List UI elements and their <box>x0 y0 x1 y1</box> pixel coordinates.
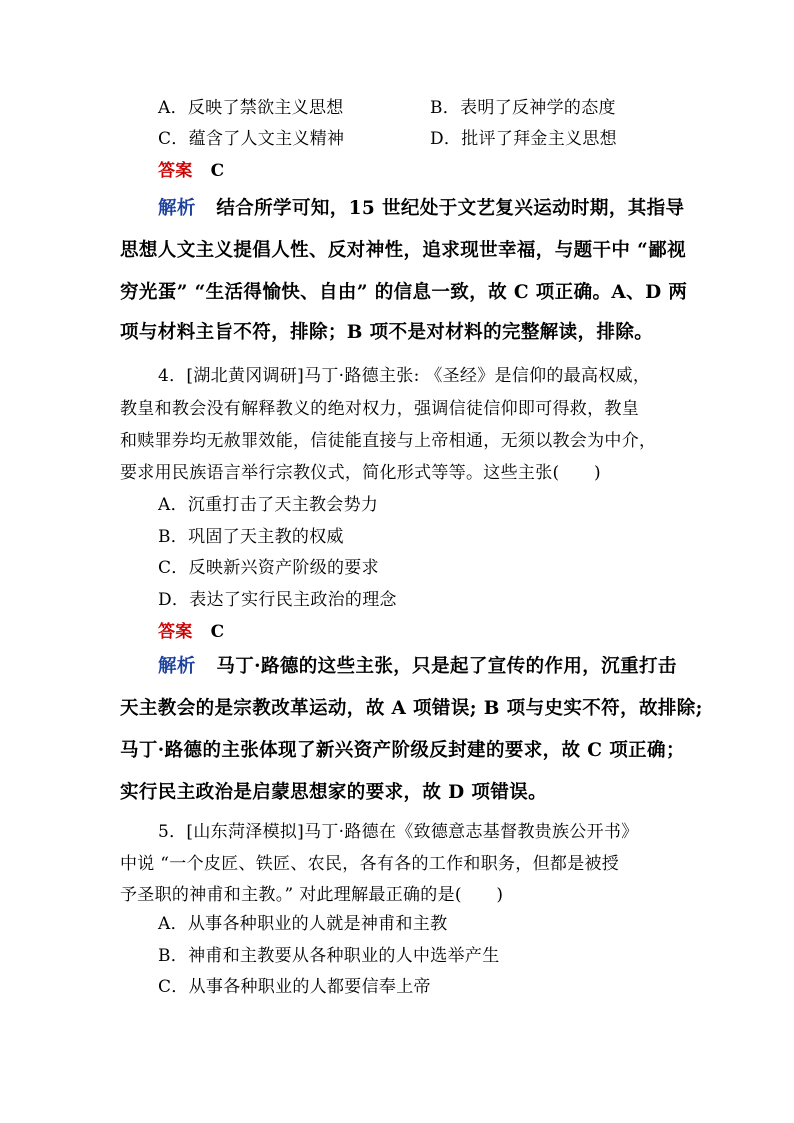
q4-answer-value: C <box>210 622 225 642</box>
q5-stem-line-1: 5．[山东菏泽模拟]马丁·路德在《致德意志基督教贵族公开书》 <box>158 822 639 842</box>
q3-option-a: A．反映了禁欲主义思想 <box>158 98 344 118</box>
q4-option-b: B．巩固了天主教的权威 <box>158 527 344 547</box>
q4-analysis-line-2: 天主教会的是宗教改革运动，故 A 项错误; B 项与史实不符，故排除; <box>120 698 703 719</box>
q4-analysis-line-1 <box>158 656 677 678</box>
q3-analysis-line-2: 思想人文主义提倡人性、反对神性，追求现世幸福，与题干中 “鄙视 <box>120 240 686 261</box>
q3-answer-value: C <box>210 161 225 181</box>
q3-answer-label: 答案 <box>158 161 193 181</box>
q3-analysis-label: 解析 <box>158 198 196 219</box>
q3-analysis-line-3: 穷光蛋” “生活得愉快、自由” 的信息一致，故 C 项正确。A、D 两 <box>120 282 688 303</box>
q5-stem-line-3: 予圣职的神甫和主教。” 对此理解最正确的是( ) <box>120 885 504 905</box>
q4-option-d: D．表达了实行民主政治的理念 <box>158 590 397 610</box>
q4-stem-line-4: 要求用民族语言举行宗教仪式，简化形式等等。这些主张( ) <box>120 463 601 483</box>
q4-analysis-line-4: 实行民主政治是启蒙思想家的要求，故 D 项错误。 <box>120 782 548 803</box>
q5-option-b: B．神甫和主教要从各种职业的人中选举产生 <box>158 946 500 966</box>
q4-stem-line-2: 教皇和教会没有解释教义的绝对权力，强调信徒信仰即可得救，教皇 <box>120 399 639 419</box>
q4-analysis-text-1: 马丁·路德的这些主张，只是起了宣传的作用，沉重打击 <box>216 656 677 677</box>
q4-answer <box>158 621 224 643</box>
q4-option-c: C．反映新兴资产阶级的要求 <box>158 558 379 578</box>
q4-option-a: A．沉重打击了天主教会势力 <box>158 495 379 515</box>
q3-analysis-text-1: 结合所学可知，15 世纪处于文艺复兴运动时期，其指导 <box>216 198 685 219</box>
q4-stem-line-1: 4．[湖北黄冈调研]马丁·路德主张: 《圣经》是信仰的最高权威， <box>158 366 651 386</box>
q3-option-b: B．表明了反神学的态度 <box>430 98 616 118</box>
q3-analysis-line-1 <box>158 198 684 220</box>
q3-answer <box>158 160 224 182</box>
q3-analysis-line-4: 项与材料主旨不符，排除；B 项不是对材料的完整解读，排除。 <box>120 322 654 343</box>
q4-stem-line-3: 和赎罪券均无赦罪效能，信徒能直接与上帝相通，无须以教会为中介， <box>120 431 657 451</box>
q5-option-c: C．从事各种职业的人都要信奉上帝 <box>158 977 431 997</box>
q5-stem-line-2: 中说 “一个皮匠、铁匠、农民，各有各的工作和职务，但都是被授 <box>120 854 620 874</box>
q5-option-a: A．从事各种职业的人就是神甫和主教 <box>158 914 448 934</box>
q3-option-d: D．批评了拜金主义思想 <box>430 129 617 149</box>
q4-analysis-label: 解析 <box>158 656 196 677</box>
q3-option-c: C．蕴含了人文主义精神 <box>158 129 345 149</box>
q4-analysis-line-3: 马丁·路德的主张体现了新兴资产阶级反封建的要求，故 C 项正确； <box>120 740 685 761</box>
q4-answer-label: 答案 <box>158 622 193 642</box>
